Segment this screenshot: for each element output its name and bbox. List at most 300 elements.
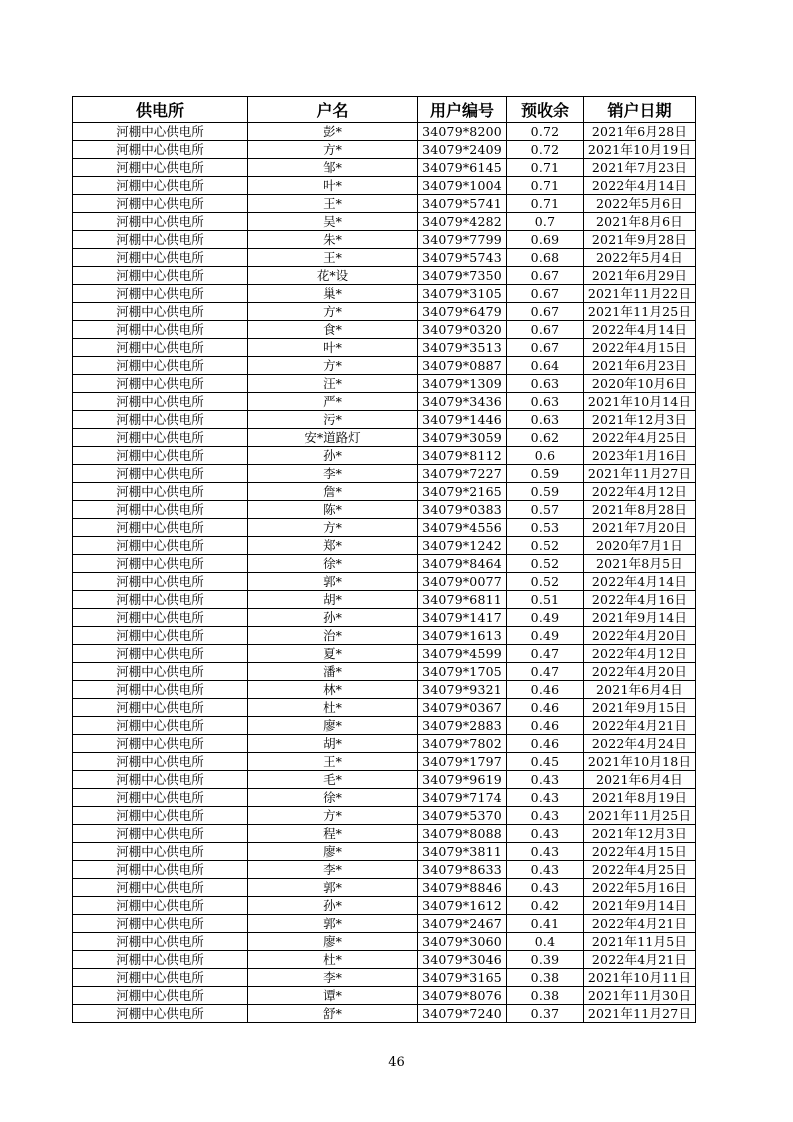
cell-user-id: 34079*8464 [418,555,507,573]
cell-station: 河棚中心供电所 [73,789,248,807]
cell-closing-date: 2022年4月24日 [584,735,696,753]
cell-account-name: 夏* [248,645,418,663]
cell-prepaid-balance: 0.46 [507,735,584,753]
cell-prepaid-balance: 0.49 [507,609,584,627]
cell-closing-date: 2021年11月5日 [584,933,696,951]
cell-closing-date: 2021年12月3日 [584,411,696,429]
cell-prepaid-balance: 0.7 [507,213,584,231]
cell-account-name: 廖* [248,717,418,735]
cell-closing-date: 2021年11月25日 [584,303,696,321]
cell-station: 河棚中心供电所 [73,753,248,771]
cell-prepaid-balance: 0.67 [507,285,584,303]
table-row [73,483,696,501]
cell-closing-date: 2021年9月14日 [584,897,696,915]
cell-station: 河棚中心供电所 [73,321,248,339]
table-row [73,789,696,807]
cell-user-id: 34079*3105 [418,285,507,303]
cell-user-id: 34079*4556 [418,519,507,537]
table-row [73,591,696,609]
cell-closing-date: 2023年1月16日 [584,447,696,465]
cell-closing-date: 2022年4月14日 [584,177,696,195]
cell-station: 河棚中心供电所 [73,555,248,573]
cell-account-name: 汪* [248,375,418,393]
cell-station: 河棚中心供电所 [73,1005,248,1023]
table-row [73,933,696,951]
cell-account-name: 廖* [248,933,418,951]
cell-account-name: 李* [248,861,418,879]
cell-user-id: 34079*3811 [418,843,507,861]
table-row [73,717,696,735]
table-row [73,267,696,285]
cell-account-name: 叶* [248,339,418,357]
cell-prepaid-balance: 0.4 [507,933,584,951]
cell-user-id: 34079*0383 [418,501,507,519]
cell-account-name: 食* [248,321,418,339]
table-row [73,573,696,591]
cell-account-name: 潘* [248,663,418,681]
cell-closing-date: 2022年4月21日 [584,717,696,735]
cell-account-name: 污* [248,411,418,429]
cell-closing-date: 2021年7月20日 [584,519,696,537]
cell-account-name: 詹* [248,483,418,501]
column-header-account-name: 户名 [248,97,418,123]
table-row [73,897,696,915]
table-row [73,663,696,681]
cell-account-name: 王* [248,249,418,267]
cell-user-id: 34079*1613 [418,627,507,645]
table-row [73,699,696,717]
cell-prepaid-balance: 0.67 [507,303,584,321]
cell-prepaid-balance: 0.47 [507,645,584,663]
cell-prepaid-balance: 0.71 [507,195,584,213]
cell-user-id: 34079*3060 [418,933,507,951]
cell-account-name: 陈* [248,501,418,519]
table-row [73,969,696,987]
cell-prepaid-balance: 0.63 [507,375,584,393]
cell-prepaid-balance: 0.43 [507,843,584,861]
cell-account-name: 李* [248,465,418,483]
cell-user-id: 34079*7240 [418,1005,507,1023]
cell-account-name: 叶* [248,177,418,195]
cell-user-id: 34079*7350 [418,267,507,285]
cell-closing-date: 2022年4月14日 [584,573,696,591]
cell-user-id: 34079*7227 [418,465,507,483]
cell-station: 河棚中心供电所 [73,609,248,627]
cell-user-id: 34079*4599 [418,645,507,663]
cell-station: 河棚中心供电所 [73,969,248,987]
cell-account-name: 郭* [248,573,418,591]
cell-closing-date: 2022年4月15日 [584,339,696,357]
cell-prepaid-balance: 0.64 [507,357,584,375]
cell-account-name: 邹* [248,159,418,177]
cell-station: 河棚中心供电所 [73,843,248,861]
table-row [73,951,696,969]
cell-prepaid-balance: 0.52 [507,573,584,591]
cell-user-id: 34079*6479 [418,303,507,321]
cell-station: 河棚中心供电所 [73,267,248,285]
cell-account-name: 杜* [248,951,418,969]
table-row [73,807,696,825]
table-row [73,447,696,465]
cell-prepaid-balance: 0.46 [507,699,584,717]
cell-station: 河棚中心供电所 [73,735,248,753]
cell-station: 河棚中心供电所 [73,879,248,897]
cell-user-id: 34079*9321 [418,681,507,699]
cell-station: 河棚中心供电所 [73,159,248,177]
cell-prepaid-balance: 0.43 [507,771,584,789]
cell-account-name: 王* [248,195,418,213]
cell-account-name: 胡* [248,735,418,753]
cell-user-id: 34079*6811 [418,591,507,609]
cell-closing-date: 2022年5月16日 [584,879,696,897]
cell-closing-date: 2022年5月4日 [584,249,696,267]
cell-user-id: 34079*1612 [418,897,507,915]
cell-account-name: 郭* [248,915,418,933]
cell-user-id: 34079*0320 [418,321,507,339]
table-row [73,645,696,663]
table-row [73,987,696,1005]
table-row [73,141,696,159]
column-header-prepaid-balance: 预收余 [507,97,584,123]
cell-user-id: 34079*0077 [418,573,507,591]
cell-closing-date: 2022年4月20日 [584,663,696,681]
cell-closing-date: 2021年9月28日 [584,231,696,249]
cell-prepaid-balance: 0.59 [507,483,584,501]
cell-account-name: 郑* [248,537,418,555]
cell-closing-date: 2022年4月25日 [584,861,696,879]
cell-account-name: 谭* [248,987,418,1005]
cell-station: 河棚中心供电所 [73,303,248,321]
table-row [73,519,696,537]
cell-station: 河棚中心供电所 [73,861,248,879]
column-header-station: 供电所 [73,97,248,123]
cell-prepaid-balance: 0.39 [507,951,584,969]
cell-user-id: 34079*0887 [418,357,507,375]
table-row [73,429,696,447]
cell-account-name: 吴* [248,213,418,231]
cell-account-name: 王* [248,753,418,771]
table-row [73,303,696,321]
cell-user-id: 34079*1797 [418,753,507,771]
table-row [73,753,696,771]
cell-account-name: 巢* [248,285,418,303]
cell-prepaid-balance: 0.57 [507,501,584,519]
cell-station: 河棚中心供电所 [73,483,248,501]
cell-user-id: 34079*5370 [418,807,507,825]
cell-user-id: 34079*2409 [418,141,507,159]
table-row [73,411,696,429]
table-row [73,285,696,303]
cell-prepaid-balance: 0.67 [507,321,584,339]
cell-closing-date: 2022年5月6日 [584,195,696,213]
cell-account-name: 廖* [248,843,418,861]
cell-account-name: 孙* [248,609,418,627]
cell-station: 河棚中心供电所 [73,717,248,735]
table-row [73,375,696,393]
cell-prepaid-balance: 0.62 [507,429,584,447]
cell-station: 河棚中心供电所 [73,627,248,645]
cell-user-id: 34079*1242 [418,537,507,555]
cell-station: 河棚中心供电所 [73,447,248,465]
table-row [73,501,696,519]
cell-closing-date: 2021年6月28日 [584,123,696,141]
table-row [73,555,696,573]
cell-user-id: 34079*8076 [418,987,507,1005]
cell-closing-date: 2021年8月5日 [584,555,696,573]
cell-user-id: 34079*1309 [418,375,507,393]
table-row [73,843,696,861]
table-row [73,159,696,177]
cell-station: 河棚中心供电所 [73,915,248,933]
cell-user-id: 34079*9619 [418,771,507,789]
cell-station: 河棚中心供电所 [73,699,248,717]
cell-user-id: 34079*5743 [418,249,507,267]
cell-user-id: 34079*7799 [418,231,507,249]
cell-station: 河棚中心供电所 [73,591,248,609]
cell-station: 河棚中心供电所 [73,501,248,519]
closed-accounts-table [72,96,696,1023]
cell-account-name: 程* [248,825,418,843]
cell-account-name: 治* [248,627,418,645]
cell-user-id: 34079*7802 [418,735,507,753]
cell-account-name: 舒* [248,1005,418,1023]
cell-closing-date: 2022年4月16日 [584,591,696,609]
cell-account-name: 安*道路灯 [248,429,418,447]
cell-closing-date: 2021年6月4日 [584,771,696,789]
cell-prepaid-balance: 0.71 [507,177,584,195]
cell-station: 河棚中心供电所 [73,987,248,1005]
cell-account-name: 方* [248,807,418,825]
cell-closing-date: 2022年4月25日 [584,429,696,447]
cell-closing-date: 2021年8月19日 [584,789,696,807]
table-row [73,537,696,555]
cell-account-name: 朱* [248,231,418,249]
cell-prepaid-balance: 0.45 [507,753,584,771]
cell-account-name: 郭* [248,879,418,897]
cell-user-id: 34079*8200 [418,123,507,141]
cell-station: 河棚中心供电所 [73,825,248,843]
cell-closing-date: 2021年8月28日 [584,501,696,519]
cell-closing-date: 2021年6月4日 [584,681,696,699]
cell-prepaid-balance: 0.43 [507,807,584,825]
cell-user-id: 34079*8846 [418,879,507,897]
cell-prepaid-balance: 0.72 [507,141,584,159]
cell-account-name: 方* [248,357,418,375]
table-row [73,123,696,141]
cell-account-name: 严* [248,393,418,411]
cell-prepaid-balance: 0.42 [507,897,584,915]
cell-account-name: 林* [248,681,418,699]
cell-station: 河棚中心供电所 [73,807,248,825]
cell-station: 河棚中心供电所 [73,123,248,141]
cell-closing-date: 2021年12月3日 [584,825,696,843]
cell-station: 河棚中心供电所 [73,249,248,267]
cell-prepaid-balance: 0.47 [507,663,584,681]
cell-closing-date: 2020年7月1日 [584,537,696,555]
cell-station: 河棚中心供电所 [73,537,248,555]
cell-station: 河棚中心供电所 [73,465,248,483]
cell-user-id: 34079*8088 [418,825,507,843]
table-row [73,357,696,375]
column-header-user-id: 用户编号 [418,97,507,123]
table-row [73,735,696,753]
cell-account-name: 徐* [248,789,418,807]
cell-account-name: 徐* [248,555,418,573]
cell-closing-date: 2021年11月22日 [584,285,696,303]
cell-closing-date: 2021年7月23日 [584,159,696,177]
cell-station: 河棚中心供电所 [73,771,248,789]
cell-closing-date: 2022年4月14日 [584,321,696,339]
cell-prepaid-balance: 0.43 [507,879,584,897]
cell-prepaid-balance: 0.41 [507,915,584,933]
cell-account-name: 李* [248,969,418,987]
cell-prepaid-balance: 0.68 [507,249,584,267]
table-row [73,249,696,267]
cell-station: 河棚中心供电所 [73,933,248,951]
cell-closing-date: 2022年4月21日 [584,915,696,933]
cell-station: 河棚中心供电所 [73,393,248,411]
cell-station: 河棚中心供电所 [73,573,248,591]
table-row [73,231,696,249]
cell-closing-date: 2021年11月30日 [584,987,696,1005]
cell-prepaid-balance: 0.59 [507,465,584,483]
cell-user-id: 34079*8633 [418,861,507,879]
cell-station: 河棚中心供电所 [73,519,248,537]
cell-user-id: 34079*2467 [418,915,507,933]
cell-account-name: 方* [248,141,418,159]
page-number: 46 [388,1055,405,1070]
cell-closing-date: 2021年10月18日 [584,753,696,771]
cell-user-id: 34079*3165 [418,969,507,987]
table-row [73,393,696,411]
cell-closing-date: 2022年4月15日 [584,843,696,861]
table-row [73,681,696,699]
cell-closing-date: 2020年10月6日 [584,375,696,393]
cell-account-name: 花*设 [248,267,418,285]
table-row [73,213,696,231]
cell-user-id: 34079*8112 [418,447,507,465]
cell-prepaid-balance: 0.52 [507,555,584,573]
cell-station: 河棚中心供电所 [73,177,248,195]
cell-account-name: 杜* [248,699,418,717]
cell-account-name: 彭* [248,123,418,141]
table-row [73,177,696,195]
cell-prepaid-balance: 0.72 [507,123,584,141]
cell-user-id: 34079*6145 [418,159,507,177]
cell-user-id: 34079*3046 [418,951,507,969]
column-header-closing-date: 销户日期 [584,97,696,123]
table-header-row [73,97,696,123]
cell-user-id: 34079*1417 [418,609,507,627]
cell-closing-date: 2021年9月15日 [584,699,696,717]
cell-closing-date: 2021年10月19日 [584,141,696,159]
cell-closing-date: 2021年6月29日 [584,267,696,285]
cell-user-id: 34079*5741 [418,195,507,213]
cell-prepaid-balance: 0.53 [507,519,584,537]
table-row [73,195,696,213]
cell-prepaid-balance: 0.67 [507,339,584,357]
cell-user-id: 34079*1705 [418,663,507,681]
cell-user-id: 34079*3436 [418,393,507,411]
cell-station: 河棚中心供电所 [73,285,248,303]
cell-account-name: 孙* [248,897,418,915]
cell-prepaid-balance: 0.38 [507,987,584,1005]
cell-station: 河棚中心供电所 [73,339,248,357]
cell-prepaid-balance: 0.51 [507,591,584,609]
cell-user-id: 34079*4282 [418,213,507,231]
cell-station: 河棚中心供电所 [73,411,248,429]
cell-prepaid-balance: 0.52 [507,537,584,555]
cell-station: 河棚中心供电所 [73,375,248,393]
cell-user-id: 34079*2165 [418,483,507,501]
cell-station: 河棚中心供电所 [73,645,248,663]
cell-account-name: 方* [248,519,418,537]
cell-closing-date: 2021年11月27日 [584,465,696,483]
cell-prepaid-balance: 0.46 [507,681,584,699]
cell-prepaid-balance: 0.71 [507,159,584,177]
cell-closing-date: 2022年4月12日 [584,483,696,501]
table-row [73,339,696,357]
cell-account-name: 方* [248,303,418,321]
cell-prepaid-balance: 0.63 [507,411,584,429]
table-body [73,123,696,1023]
table-row [73,1005,696,1023]
cell-prepaid-balance: 0.6 [507,447,584,465]
table-row [73,915,696,933]
cell-station: 河棚中心供电所 [73,195,248,213]
cell-user-id: 34079*3059 [418,429,507,447]
cell-closing-date: 2022年4月21日 [584,951,696,969]
table-row [73,627,696,645]
cell-closing-date: 2021年10月14日 [584,393,696,411]
cell-user-id: 34079*3513 [418,339,507,357]
cell-station: 河棚中心供电所 [73,681,248,699]
table-row [73,609,696,627]
cell-prepaid-balance: 0.46 [507,717,584,735]
table-row [73,825,696,843]
cell-prepaid-balance: 0.38 [507,969,584,987]
cell-station: 河棚中心供电所 [73,141,248,159]
table-row [73,861,696,879]
cell-closing-date: 2022年4月20日 [584,627,696,645]
cell-prepaid-balance: 0.43 [507,861,584,879]
cell-station: 河棚中心供电所 [73,897,248,915]
cell-prepaid-balance: 0.43 [507,789,584,807]
cell-user-id: 34079*1446 [418,411,507,429]
cell-prepaid-balance: 0.43 [507,825,584,843]
cell-closing-date: 2021年11月27日 [584,1005,696,1023]
cell-account-name: 胡* [248,591,418,609]
cell-station: 河棚中心供电所 [73,213,248,231]
cell-prepaid-balance: 0.37 [507,1005,584,1023]
cell-prepaid-balance: 0.69 [507,231,584,249]
cell-station: 河棚中心供电所 [73,357,248,375]
cell-station: 河棚中心供电所 [73,951,248,969]
cell-station: 河棚中心供电所 [73,429,248,447]
cell-closing-date: 2021年8月6日 [584,213,696,231]
cell-station: 河棚中心供电所 [73,231,248,249]
table-row [73,771,696,789]
cell-user-id: 34079*0367 [418,699,507,717]
cell-closing-date: 2021年10月11日 [584,969,696,987]
table-row [73,879,696,897]
cell-prepaid-balance: 0.67 [507,267,584,285]
cell-closing-date: 2021年11月25日 [584,807,696,825]
cell-prepaid-balance: 0.49 [507,627,584,645]
cell-account-name: 毛* [248,771,418,789]
cell-user-id: 34079*2883 [418,717,507,735]
cell-user-id: 34079*1004 [418,177,507,195]
